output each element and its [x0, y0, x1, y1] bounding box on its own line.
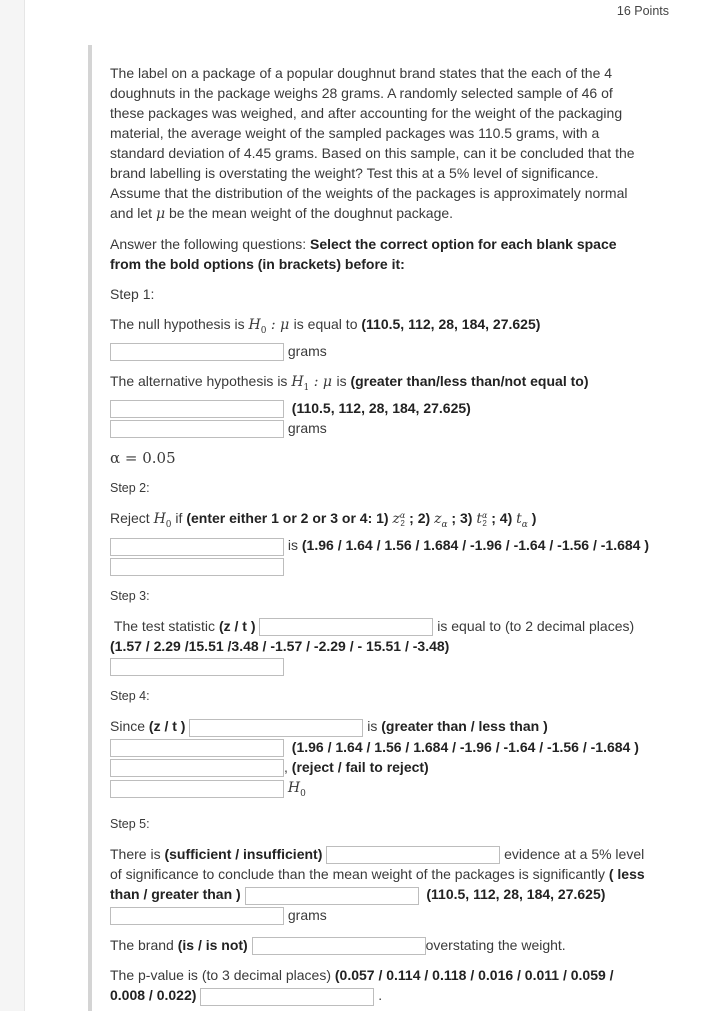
- left-margin-strip: [0, 0, 25, 1011]
- stat-type-input[interactable]: [259, 618, 433, 636]
- brand-conclusion: The brand (is / is not) overstating the weight.: [110, 935, 650, 955]
- test-statistic: The test statistic (z / t ) is equal to (to 2 decimal places) (1.57 / 2.29 /15.51 /3.48 / -1.57 / -2.29 / - 15.51 / -3.48): [110, 616, 650, 677]
- question-content: [110, 63, 650, 1016]
- null-value-input[interactable]: [110, 343, 284, 361]
- evidence-input[interactable]: [326, 846, 500, 864]
- alpha-level: α = 0.05: [110, 449, 176, 468]
- instructions: Answer the following questions: Select the correct option for each blank space from the bold options (in brackets) before it:: [110, 236, 617, 272]
- step2-label: Step 2:: [110, 481, 150, 496]
- p-value: The p-value is (to 3 decimal places) (0.057 / 0.114 / 0.118 / 0.016 / 0.011 / 0.059 / 0.008 / 0.022) .: [110, 965, 650, 1005]
- step1-label: Step 1:: [110, 286, 155, 302]
- step5-label: Step 5:: [110, 817, 150, 832]
- compare-critical-input[interactable]: [110, 759, 284, 777]
- test-choice-input[interactable]: [110, 538, 284, 556]
- brand-input[interactable]: [252, 937, 426, 955]
- alt-value-input[interactable]: [110, 420, 284, 438]
- intro-paragraph: The label on a package of a popular doughnut brand states that the each of the 4 doughnuts in the package weighs 28 grams. A randomly selected sample of 46 of these packages was weighed, and after accounting for the weight of the packaging material, the average weight of the sampled packages was 110.5 grams, with a standard deviation of 4.45 grams. Based on this sample, can it be concluded that the brand labelling is overstating the weight? Test this at a 5% level of significance. Assume that the distribution of the weights of the packages is approximately normal and let μ be the mean weight of the doughnut package.: [110, 65, 635, 222]
- alt-direction-input[interactable]: [110, 400, 284, 418]
- null-hypothesis: The null hypothesis is $H_0$ : μ is equal to (110.5, 112, 28, 184, 27.625) grams: [110, 314, 650, 361]
- rejection-rule: Reject $H_0$ if (enter either 1 or 2 or 3 or 4: 1) z α 2 ; 2) $z_\alpha$ ; 3) t α 2 ; 4) $t_\alpha$ ) is (1.96 / 1.64 / 1.56 / 1.684 / -1.96 / -1.64 / -1.56 / -1.684 ): [110, 508, 650, 575]
- p-value-input[interactable]: [200, 988, 374, 1006]
- step4-label: Step 4:: [110, 689, 150, 704]
- conclusion: There is (sufficient / insufficient) evidence at a 5% level of significance to conclude than the mean weight of the packages is significantly ( less than / greater than ) (110.5, 112, 28, 184, 27.625) grams: [110, 844, 650, 925]
- conclusion-value-input[interactable]: [110, 907, 284, 925]
- reject-decision-input[interactable]: [110, 780, 284, 798]
- direction-input[interactable]: [245, 887, 419, 905]
- since-stat-input[interactable]: [189, 719, 363, 737]
- decision: Since (z / t ) is (greater than / less than ) (1.96 / 1.64 / 1.56 / 1.684 / -1.96 / -1.64 / -1.56 / -1.684 ) , (reject / fail to reject) $H_0$: [110, 718, 639, 800]
- step3-label: Step 3:: [110, 588, 150, 603]
- points-label: 16 Points: [616, 4, 669, 18]
- alt-hypothesis: The alternative hypothesis is $H_1$ : μ is (greater than/less than/not equal to) (110.5, 112, 28, 184, 27.625) grams: [110, 371, 650, 438]
- compare-input[interactable]: [110, 739, 284, 757]
- critical-value-input[interactable]: [110, 558, 284, 576]
- stat-value-input[interactable]: [110, 658, 284, 676]
